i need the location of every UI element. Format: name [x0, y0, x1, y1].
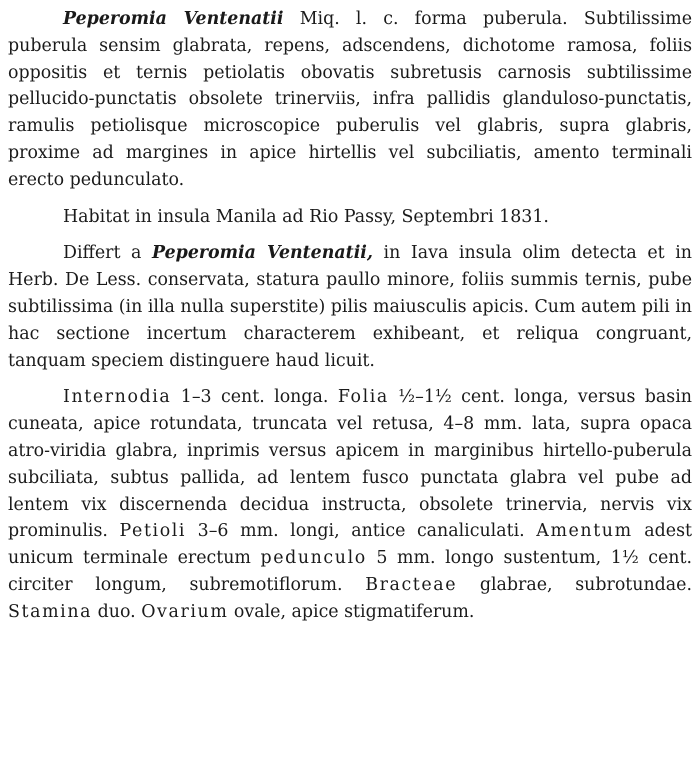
paragraph-text: 1–3 cent. longa.: [171, 387, 338, 408]
term-bracteae: Bracteae: [365, 574, 458, 595]
paragraph-text: 5 mm. longo sustentum, 1½ cent. circiter longum, subremotiflorum.: [8, 548, 692, 595]
paragraph-text: Miq. l. c. forma puberula. Subtilissime puberula sensim glabrata, repens, adscendens, dichotome ramosa, foliis oppositis et ternis petiolatis obovatis subretusis carnosis subtilissime pellucido-punctatis obsolete trinerviis, infra pallidis glanduloso-punctatis, ramulis petiolisque microscopice puberulis vel glabris, supra glabris, proxime ad margines in apice hirtellis vel subciliatis, amento terminali erecto pedunculato.: [8, 9, 692, 190]
paragraph-text: ovale, apice stigmatiferum.: [228, 601, 475, 622]
paragraph-description: [8, 6, 692, 194]
species-name: Peperomia Ventenatii: [63, 9, 284, 29]
paragraph-differt: [8, 240, 692, 374]
term-amentum: Amentum: [536, 521, 633, 542]
species-name: Peperomia Ventenatii,: [152, 243, 373, 264]
term-ovarium: Ovarium: [141, 601, 229, 622]
paragraph-text: adest unicum terminale erectum: [8, 521, 692, 569]
paragraph-text: ½–1½ cent. longa, versus basin cuneata, apice rotundata, truncata vel retusa, 4–8 mm. lata, supra opaca atro-viridia glabra, inprimis versus apicem in marginibus hirtello-puberula subciliata, subtus pallida, ad lentem fusco punctata glabra vel pube ad lentem vix discernenda decidua instructa, obsolete trinervia, nervis vix prominulis.: [8, 387, 692, 542]
term-pedunculo: pedunculo: [260, 548, 367, 569]
paragraph-text: glabrae, subrotundae.: [457, 574, 692, 595]
term-petioli: Petioli: [119, 521, 187, 542]
paragraph-text: in Iava insula olim detecta et in Herb. De Less. conservata, statura paullo minore, foliis summis ternis, pube subtilissima (in illa nulla superstite) pilis maiusculis apicis. Cum autem pili in hac sectione incertum characterem exhibeant, et reliqua congruant, tanquam speciem distinguere haud licuit.: [8, 243, 692, 371]
paragraph-text: 3–6 mm. longi, antice canaliculati.: [186, 521, 537, 542]
document-page: [8, 6, 692, 626]
term-internodia: Internodia: [63, 387, 172, 408]
term-folia: Folia: [337, 387, 389, 408]
paragraph-text: Differt a: [63, 243, 152, 264]
paragraph-text: duo.: [92, 601, 142, 622]
paragraph-text: Habitat in insula Manila ad Rio Passy, Septembri 1831.: [63, 206, 549, 227]
paragraph-details: [8, 384, 692, 625]
paragraph-habitat: [8, 204, 692, 231]
term-stamina: Stamina: [8, 601, 93, 622]
